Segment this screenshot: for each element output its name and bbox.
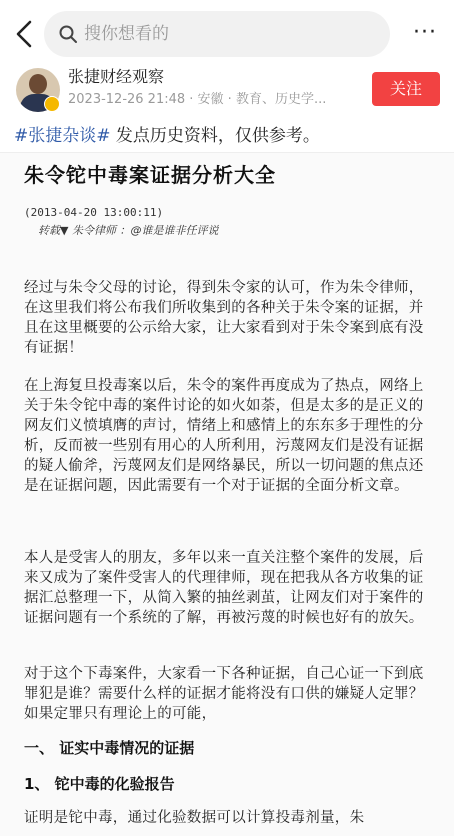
article-title: 朱令铊中毒案证据分析大全: [24, 163, 276, 187]
top-bar: [0, 0, 454, 66]
post-text: [14, 124, 320, 148]
article-paragraph: 在上海复旦投毒案以后，朱令的案件再度成为了热点，网络上关于朱令铊中毒的案件讨论的如火如荼，但是太多的是正义的网友们义愤填膺的声讨，情绪上和感情上的东东多于理性的分析，反而被一些别有用心的人所利用，污蔑网友们是没有证据的疑人偷斧，污蔑网友们是网络暴民，所以一切问题的焦点还是在证据问题，因此需要有一个对于证据的全面分析文章。: [24, 378, 424, 494]
author-name[interactable]: 张捷财经观察: [68, 67, 165, 86]
search-input[interactable]: [44, 11, 390, 57]
search-icon: [58, 24, 78, 44]
article-paragraph: 对于这个下毒案件，大家看一下各种证据，自己心证一下到底罪犯是谁？需要什么样的证据才能将没有口供的嫌疑人定罪？如果定罪只有理论上的可能，: [24, 666, 424, 722]
article-paragraph: 本人是受害人的朋友，多年以来一直关注整个案件的发展，后来又成为了案件受害人的代理律师，现在把我从各方收集的证据汇总整理一下，从简入繁的抽丝剥茧，让网友们对于案件的证据问题有一个系统的了解，再被污蔑的时候也好有的放矢。: [24, 550, 424, 626]
verified-badge-icon: [44, 96, 60, 112]
section-heading: 一、 证实中毒情况的证据: [24, 739, 195, 757]
post-caption: 发点历史资料，仅供参考。: [110, 126, 320, 146]
article-repost-line: 转载▼ 朱令律师 ：@谁是谁非任评说: [38, 224, 219, 237]
search-placeholder: 搜你想看的: [84, 24, 169, 44]
article-date: (2013-04-20 13:00:11): [24, 206, 164, 219]
post-meta: 2023-12-26 21:48 · 安徽 · 教育、历史学...: [68, 92, 327, 107]
back-arrow-icon[interactable]: [12, 18, 38, 50]
subsection-heading: 1、 铊中毒的化验报告: [24, 775, 175, 793]
hashtag-link[interactable]: #张捷杂谈#: [14, 126, 111, 146]
article-paragraph: 证明是铊中毒，通过化验数据可以计算投毒剂量，朱: [24, 810, 365, 826]
article-paragraph: 经过与朱令父母的讨论，得到朱令家的认可，作为朱令律师，在这里我们将公布我们所收集到的各种关于朱令案的证据，并且在这里概要的公示给大家，让大家看到对于朱令案到底有没有证据！: [24, 280, 424, 356]
follow-button[interactable]: 关注: [372, 72, 440, 106]
more-options-icon[interactable]: ···: [413, 20, 437, 45]
